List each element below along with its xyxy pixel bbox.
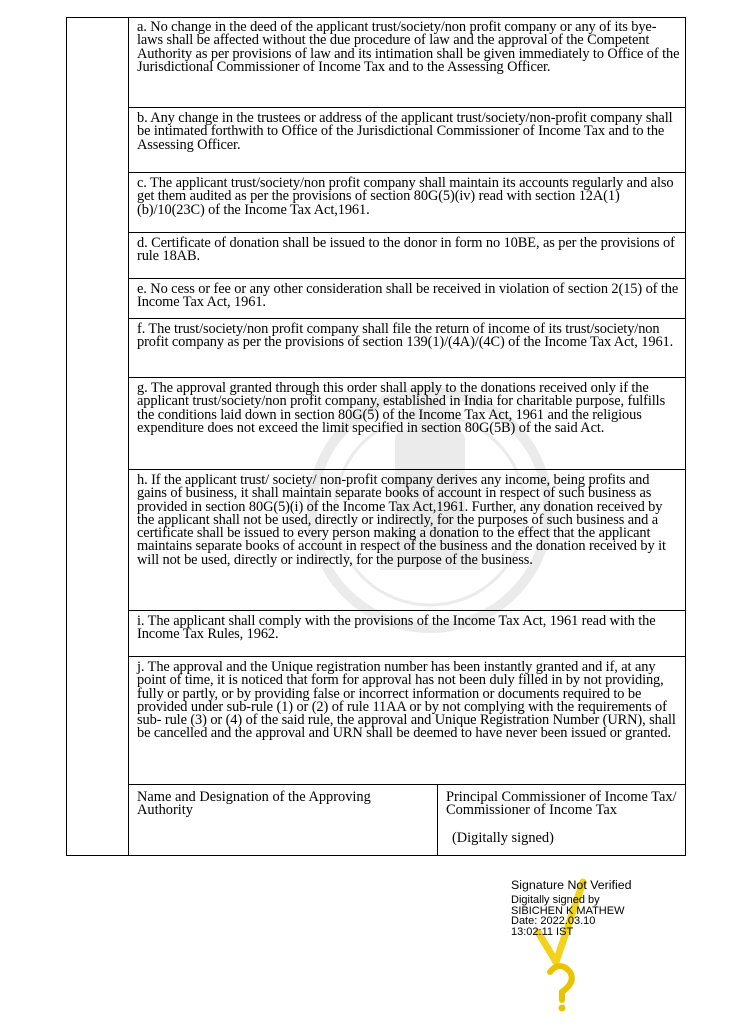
condition-d-text: d. Certificate of donation shall be issued to the donor in form no 10BE, as per the provisions of rule 18AB. xyxy=(137,235,675,265)
signature-status: Signature Not Verified xyxy=(511,878,632,892)
signature-signer-name: SIBICHEN K MATHEW xyxy=(511,904,625,917)
approving-authority-label: Name and Designation of the Approving Authority xyxy=(137,789,371,819)
signature-signed-by-label: Digitally signed by xyxy=(511,894,600,907)
condition-j-text: j. The approval and the Unique registration number has been instantly granted and if, at any point of time, it is noticed that form for approval has not been duly filled in by not providing, fully or partly, or by providing false or incorrect information or documents required to be provided under sub-rule (1) or (2) of rule 11AA or by not complying with the requirements of sub- rule (3) or (4) of the said rule, the approval and Unique Registration Number (URN), shall be cancelled and the approval and URN shall be deemed to have never been issued or granted. xyxy=(137,659,676,742)
condition-e xyxy=(128,279,686,319)
condition-e-text: e. No cess or fee or any other consideration shall be received in violation of section 2(15) of the Income Tax Act, 1961. xyxy=(137,281,679,311)
approving-authority-cell xyxy=(446,791,686,845)
condition-a xyxy=(128,17,686,108)
condition-i xyxy=(128,611,686,657)
condition-c-text: c. The applicant trust/society/non profit company shall maintain its accounts regularly and also get them audited as per the provisions of section 80G(5)(iv) read with section 12A(1)(b)/10(23C) of the Income Tax Act,1961. xyxy=(137,175,674,218)
condition-h-text: h. If the applicant trust/ society/ non-profit company derives any income, being profits and gains of business, it shall maintain separate books of account in respect of such business as provided in section 80G(5)(i) of the Income Tax Act,1961. Further, any donation received by the applicant shall not be used, directly or indirectly, for the purposes of such business and a certificate shall be issued to every person making a donation to the effect that the applicant maintains separate books of account in respect of the business and the donation received by it will not be used, directly or indirectly, for the purpose of the business. xyxy=(137,472,666,568)
digitally-signed-note: (Digitally signed) xyxy=(452,829,554,846)
condition-d xyxy=(128,233,686,279)
condition-f xyxy=(128,319,686,378)
signature-time: 13:02:11 IST xyxy=(511,925,574,938)
condition-g-text: g. The approval granted through this order shall apply to the donations received only if the applicant trust/society/non profit company, established in India for charitable purpose, fulfills the conditions laid down in section 80G(5) of the Income Tax Act, 1961 and the religious expenditure does not exceed the limit specified in section 80G(5B) of the said Act. xyxy=(137,380,666,436)
condition-b xyxy=(128,108,686,173)
digital-signature-block xyxy=(511,880,651,937)
condition-j xyxy=(128,657,686,785)
condition-g xyxy=(128,378,686,470)
condition-c xyxy=(128,173,686,233)
condition-a-text: a. No change in the deed of the applicant trust/society/non profit company or any of its bye-laws shall be affected without the due procedure of law and the approval of the Competent Authority as per provisions of law and its intimation shall be given immediately to Office of the Jurisdictional Commissioner of Income Tax and to the Assessing Officer. xyxy=(137,19,680,75)
approver-designation: Principal Commissioner of Income Tax/ Commissioner of Income Tax xyxy=(446,789,677,819)
condition-b-text: b. Any change in the trustees or address of the applicant trust/society/non-profit company shall be intimated forthwith to Office of the Jurisdictional Commissioner of Income Tax and to the Assessing Officer. xyxy=(137,110,673,153)
condition-h xyxy=(128,470,686,611)
signature-date: Date: 2022.03.10 xyxy=(511,915,596,928)
approving-authority-row xyxy=(128,785,686,856)
approving-authority-divider xyxy=(437,785,438,856)
condition-i-text: i. The applicant shall comply with the provisions of the Income Tax Act, 1961 read with the Income Tax Rules, 1962. xyxy=(137,613,656,643)
condition-f-text: f. The trust/society/non profit company shall file the return of income of its trust/society/non profit company as per the provisions of section 139(1)/(4A)/(4C) of the Income Tax Act, 1961. xyxy=(137,321,674,351)
